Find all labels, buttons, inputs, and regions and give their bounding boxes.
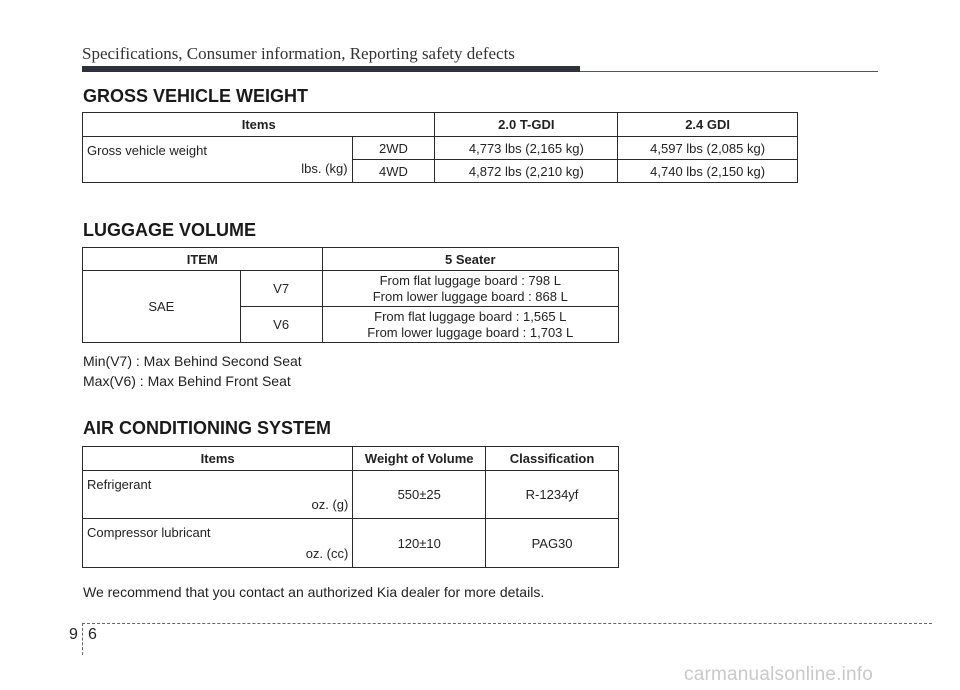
ac-lubricant-cell xyxy=(83,519,353,568)
gvw-header-2-4-gdi: 2.4 GDI xyxy=(618,113,798,137)
luggage-note-max: Max(V6) : Max Behind Front Seat xyxy=(83,373,291,389)
gvw-header-row xyxy=(83,113,798,137)
luggage-header-5-seater: 5 Seater xyxy=(322,248,618,271)
footer-divider xyxy=(82,623,83,655)
ac-refrigerant-weight: 550±25 xyxy=(353,471,486,519)
luggage-v7-values xyxy=(322,271,618,307)
luggage-table xyxy=(82,247,619,343)
luggage-header-row xyxy=(83,248,619,271)
luggage-variant-v6: V6 xyxy=(240,307,322,343)
luggage-section-title: LUGGAGE VOLUME xyxy=(83,220,257,240)
header-rule xyxy=(82,66,580,72)
ac-refrigerant-unit: oz. (g) xyxy=(311,497,349,512)
luggage-v6-lower: From lower luggage board : 1,703 L xyxy=(367,324,574,340)
chapter-number: 9 xyxy=(69,626,78,643)
luggage-variant-v7: V7 xyxy=(240,271,322,307)
luggage-header-item: ITEM xyxy=(83,248,323,271)
gvw-header-items: Items xyxy=(83,113,435,137)
watermark: carmanualsonline.info xyxy=(684,664,874,685)
luggage-item-sae: SAE xyxy=(83,271,241,343)
gvw-section-title: GROSS VEHICLE WEIGHT xyxy=(83,86,309,106)
gvw-4wd-tgdi-value: 4,872 lbs (2,210 kg) xyxy=(435,160,618,183)
ac-refrigerant-classification: R-1234yf xyxy=(486,471,619,519)
luggage-v6-flat: From flat luggage board : 1,565 L xyxy=(374,308,567,324)
page-header-title: Specifications, Consumer information, Reporting safety defects xyxy=(82,44,515,63)
table-row xyxy=(83,137,798,160)
ac-section-title: AIR CONDITIONING SYSTEM xyxy=(83,418,332,438)
ac-lubricant-weight: 120±10 xyxy=(353,519,486,568)
gvw-2wd-gdi-value: 4,597 lbs (2,085 kg) xyxy=(618,137,798,160)
ac-lubricant-classification: PAG30 xyxy=(486,519,619,568)
ac-header-row xyxy=(83,447,619,471)
luggage-v7-flat: From flat luggage board : 798 L xyxy=(379,272,561,288)
ac-header-items: Items xyxy=(83,447,353,471)
gvw-drive-2wd: 2WD xyxy=(352,137,435,160)
gvw-drive-4wd: 4WD xyxy=(352,160,435,183)
gvw-item-cell xyxy=(83,137,353,183)
table-row xyxy=(83,471,619,519)
luggage-v7-lower: From lower luggage board : 868 L xyxy=(372,288,568,304)
footer-rule xyxy=(82,623,932,624)
ac-table xyxy=(82,446,619,568)
gvw-item-label: Gross vehicle weight xyxy=(87,143,207,158)
ac-lubricant-label: Compressor lubricant xyxy=(87,525,211,540)
gvw-table xyxy=(82,112,798,183)
luggage-v6-values xyxy=(322,307,618,343)
ac-refrigerant-cell xyxy=(83,471,353,519)
ac-refrigerant-label: Refrigerant xyxy=(87,477,152,492)
gvw-item-unit: lbs. (kg) xyxy=(301,161,348,176)
luggage-note-min: Min(V7) : Max Behind Second Seat xyxy=(83,353,302,369)
table-row xyxy=(83,271,619,307)
ac-header-classification: Classification xyxy=(486,447,619,471)
gvw-header-2-0-tgdi: 2.0 T-GDI xyxy=(435,113,618,137)
dealer-recommendation: We recommend that you contact an authorized Kia dealer for more details. xyxy=(83,584,545,600)
gvw-4wd-gdi-value: 4,740 lbs (2,150 kg) xyxy=(618,160,798,183)
page-number: 6 xyxy=(88,626,97,643)
header-rule-thin xyxy=(580,71,878,72)
table-row xyxy=(83,519,619,568)
ac-lubricant-unit: oz. (cc) xyxy=(305,546,349,561)
gvw-2wd-tgdi-value: 4,773 lbs (2,165 kg) xyxy=(435,137,618,160)
ac-header-weight: Weight of Volume xyxy=(353,447,486,471)
